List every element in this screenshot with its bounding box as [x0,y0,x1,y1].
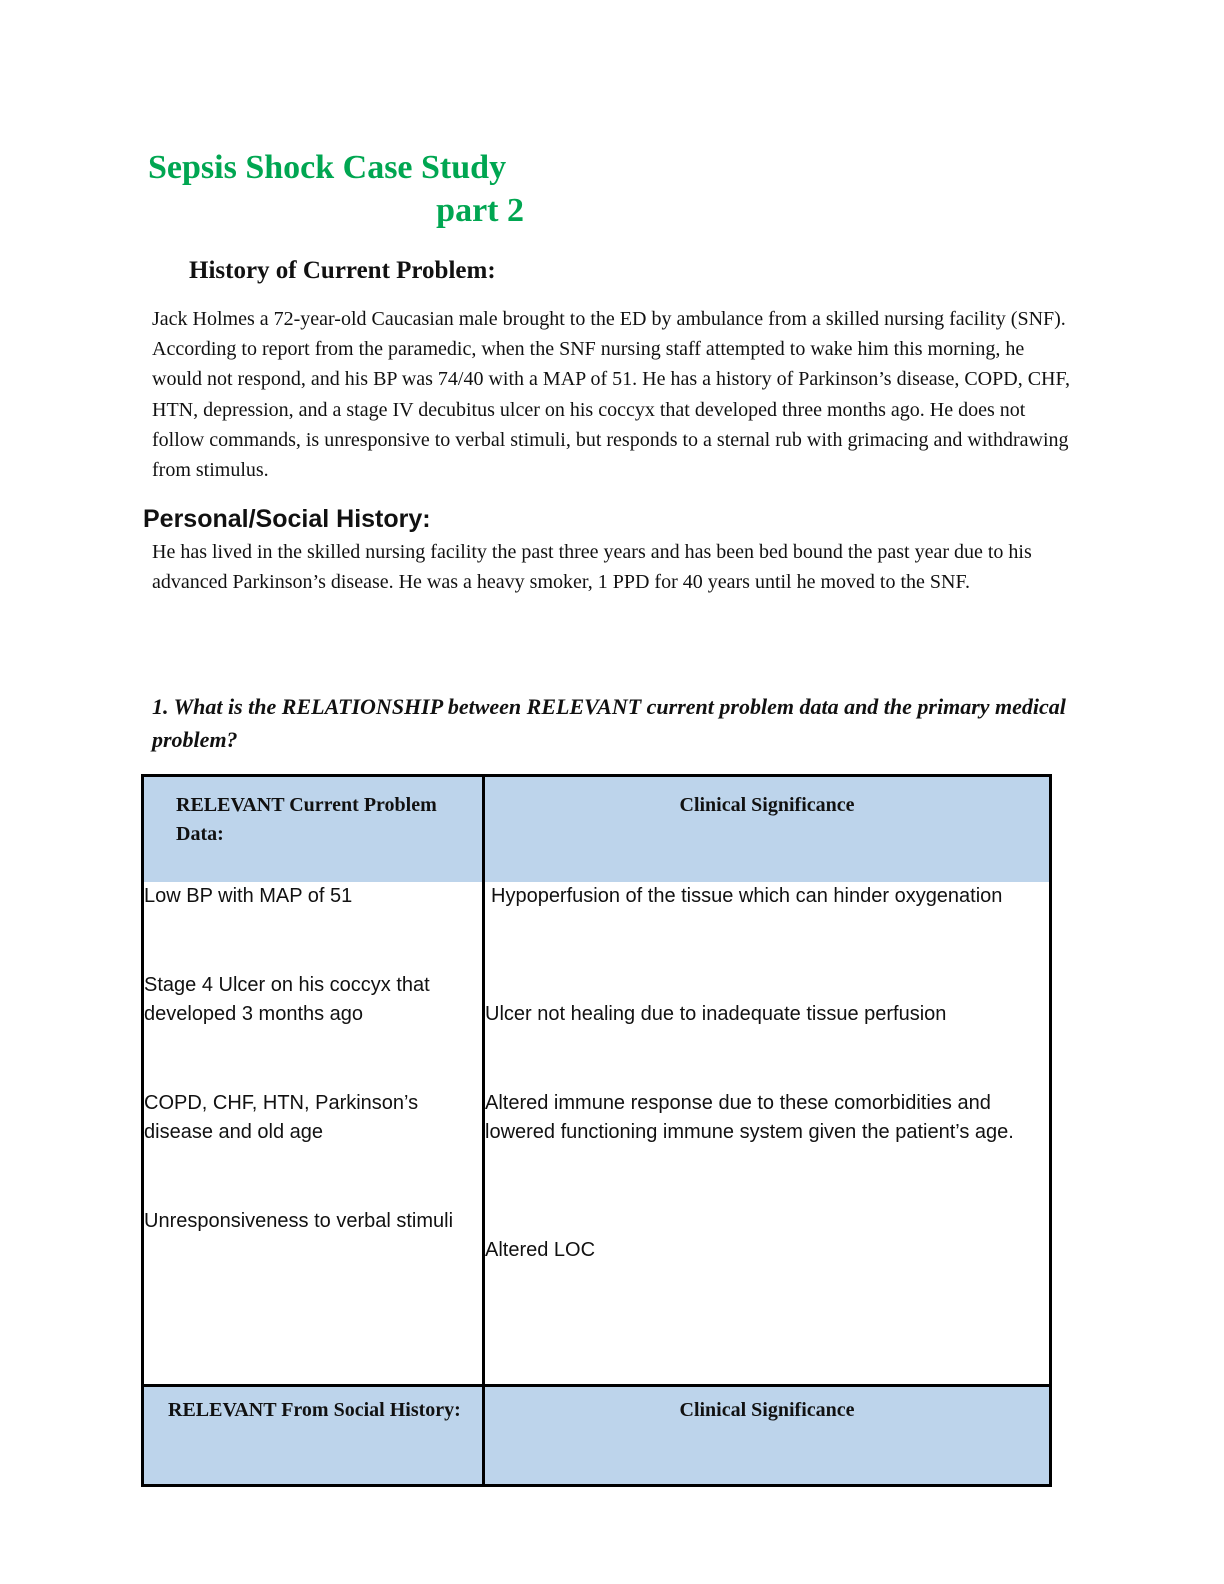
significance-entry: Altered LOC [485,1239,596,1261]
header-current-problem-data: RELEVANT Current Problem Data: [143,776,484,883]
history-paragraph: Jack Holmes a 72-year-old Caucasian male brought to the ED by ambulance from a skilled nursing facility (SNF). According to report from the paramedic, when the SNF nursing staff attempted to wake him this morning, he would not respond, and his BP was 74/40 with a MAP of 51. He has a history of Parkinson’s disease, COPD, CHF, HTN, depression, and a stage IV decubitus ulcer on his coccyx that developed three months ago. He does not follow commands, is unresponsive to verbal stimuli, but responds to a sternal rub with grimacing and withdrawing from stimulus. [152,308,1070,482]
social-history-paragraph: He has lived in the skilled nursing facility the past three years and has been bed bound the past year due to his advanced Parkinson’s disease. He was a heavy smoker, 1 PPD for 40 years until he moved to the SNF. [152,541,1032,594]
title-line-2: part 2 [436,192,524,229]
significance-entry: Altered immune response due to these comorbidities and lowered functioning immune system given the patient’s age. [485,1092,1014,1143]
clinical-significance-cell [484,882,1051,1386]
relationship-table [141,774,1052,1487]
table-body-row [143,882,1051,1386]
table-header-row [143,776,1051,883]
header-social-history [143,1386,484,1486]
header-social-history-text: RELEVANT From Social History: [168,1399,461,1421]
data-entry: Stage 4 Ulcer on his coccyx that developed 3 months ago [144,974,430,1025]
header-clinical-significance: Clinical Significance [484,776,1051,883]
social-table-header-row [143,1386,1051,1486]
header-clinical-significance-2: Clinical Significance [484,1386,1051,1486]
question-1: 1. What is the RELATIONSHIP between RELEVANT current problem data and the primary medical problem? [152,694,1066,752]
data-entry: Low BP with MAP of 51 [144,885,353,907]
significance-entry: Ulcer not healing due to inadequate tissue perfusion [485,1003,947,1025]
current-problem-data-cell [143,882,484,1386]
title-line-1: Sepsis Shock Case Study [148,149,507,186]
document-title [148,146,524,232]
significance-entry: Hypoperfusion of the tissue which can hinder oxygenation [491,885,1003,907]
social-history-heading: Personal/Social History: [143,505,431,533]
data-entry: COPD, CHF, HTN, Parkinson’s disease and old age [144,1092,419,1143]
history-heading: History of Current Problem: [189,257,496,284]
data-entry: Unresponsiveness to verbal stimuli [144,1210,454,1232]
